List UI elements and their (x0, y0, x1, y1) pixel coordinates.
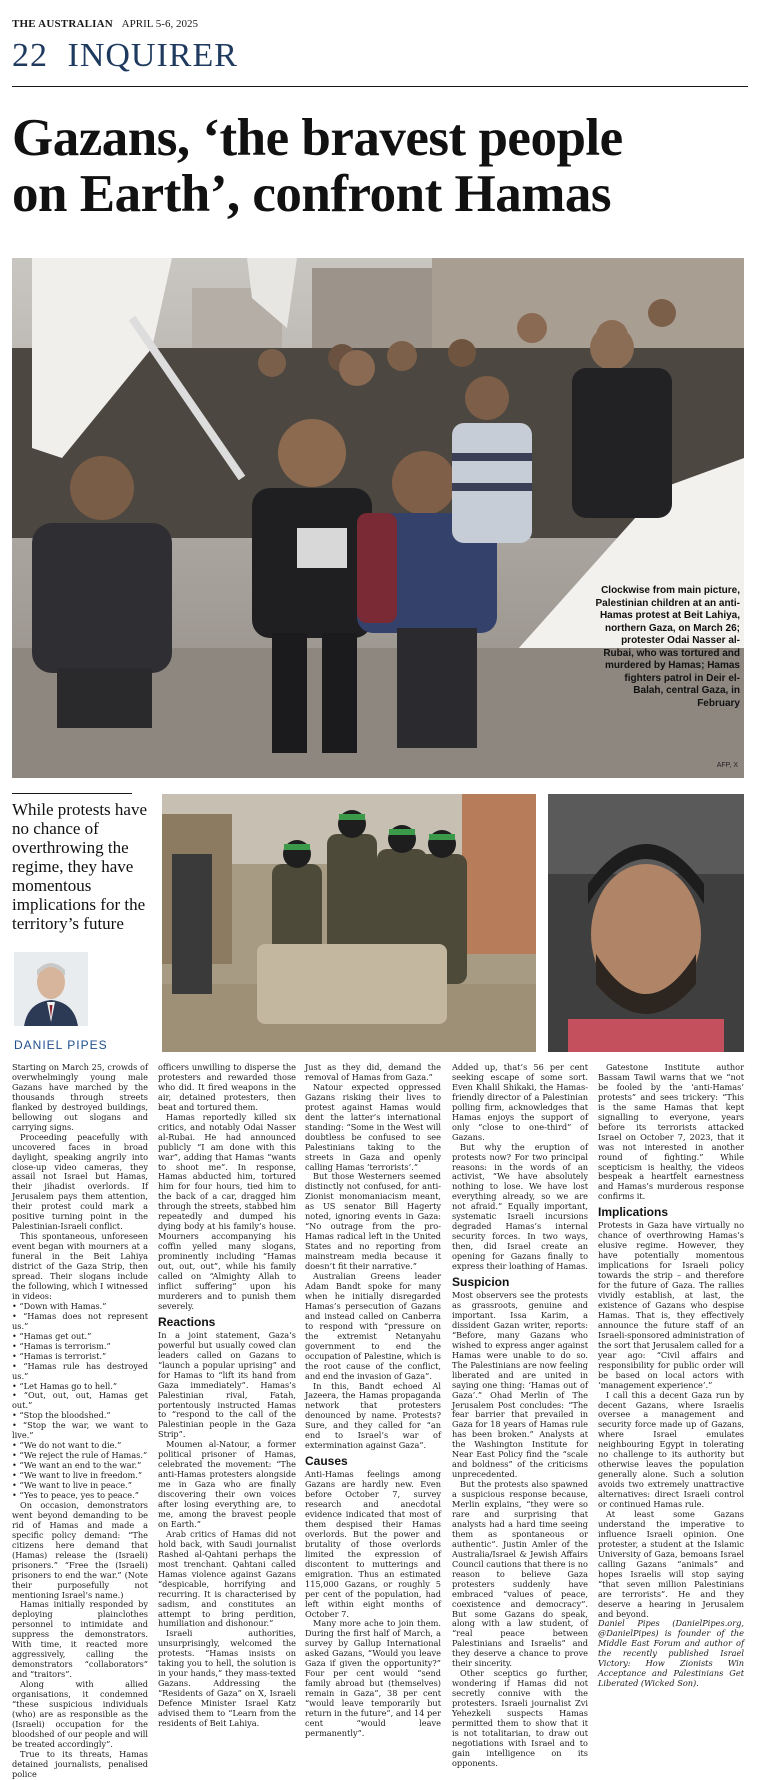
paragraph: But those Westerners seemed distinctly not confused, for anti-Zionist monomaniacism meant, as US senator Bill Hagerty noted, ignoring events in Gaza: “No outrage from the pro-Hamas radical left in the United States and no reporting from mainstream media because it doesn’t fit their narrative.” (305, 1171, 441, 1272)
slogan-item: • “Let Hamas go to hell.” (12, 1380, 118, 1391)
paragraph: officers unwilling to disperse the protesters and rewarded those who did. It fired weapons in the air, detained protesters, then beat and tortured them. (158, 1062, 296, 1112)
slogan-item: • “Out, out, out, Hamas get out.” (12, 1390, 148, 1411)
paragraph: But why the eruption of protests now? For two principal reasons: in the words of an activist, “We have absolutely nothing to lose. We have lost everything already, so we are not afraid.” Equally important, systematic Israeli incursions degraded Hamas’s internal security forces. In two ways, then, did Israel create an opening for Gazans finally to express their loathing of Hamas. (452, 1141, 588, 1272)
byline: DANIEL PIPES (14, 1038, 108, 1052)
slogan-item: • “We do not want to die.” (12, 1440, 122, 1451)
article-column-1 (12, 1063, 148, 1780)
paragraph: Along with allied organisations, it condemned “these suspicious individuals (who) are as responsible as the (Israeli) occupation for the bloodshed of our people and will be treated accordingly”. (12, 1679, 148, 1749)
slogan-item: • “We want to live in freedom.” (12, 1470, 143, 1481)
paragraph: Hamas reportedly killed six critics, and notably Odai Nasser al-Rubai. He had announced publicly “I am done with this war”, adding that Hamas “wants to shoot me”. In response, Hamas abducted him, tortured him for four hours, tied him to the back of a car, dragged him through the streets, stabbed him repeatedly and dumped his dying body at his family’s house. Mourners accompanying his coffin yelled many slogans, prominently including “Hamas out, out, out”, while his family called on “Almighty Allah to inflict suffering” upon his murderers and to punish them severely. (158, 1111, 296, 1311)
paragraph: In this, Bandt echoed Al Jazeera, the Hamas propaganda network that protesters denounced by name. Protests? Sure, and they called for “an end to Israel’s war of extermination against Gaza”. (305, 1380, 441, 1451)
slogan-item: • “Hamas rule has destroyed us.” (12, 1360, 148, 1381)
paragraph: Proceeding peacefully with uncovered faces in broad daylight, speaking angrily into close-up video cameras, they assail not Israel but Hamas, their jihadist overlords. If Jerusalem pays them attention, their protest could mark a positive turning point in the Palestinian-Israeli conflict. (12, 1131, 148, 1232)
paragraph: Starting on March 25, crowds of overwhelmingly young male Gazans have marched by the thousands through streets flanked by destroyed buildings, bellowing out slogans and carrying signs. (12, 1062, 148, 1132)
paragraph: I call this a decent Gaza run by decent Gazans, where Israelis oversee a management and security force made up of Gazans, where Israel emulates neighbouring Egypt in tolerating no challenge to its authority but otherwise leaves the population generally alone. Such a solution avoids two extremely unattractive alternatives: direct Israeli control or continued Hamas rule. (598, 1389, 744, 1510)
main-photo-caption: Clockwise from main picture, Palestinian children at an anti-Hamas protest at Beit Lahiya, northern Gaza, on March 26; protester Odai Nasser al-Rubai, who was tortured and murdered by Hamas; Hamas fighters patrol in Deir el-Balah, central Gaza, in February (595, 585, 740, 709)
subheading-causes: Causes (305, 1454, 348, 1469)
masthead (12, 18, 198, 30)
slogan-item: • “We want an end to the war.” (12, 1460, 142, 1471)
paragraph: Gatestone Institute author Bassam Tawil warns that we “not be fooled by the ‘anti-Hamas’ protests” and sees trickery: “This is the same Hamas that kept signalling to everyone, years before its terrorists attacked Israel on October 7, 2023, that it was not interested in another round of fighting.” While scepticism is healthy, the videos bespeak a heartfelt earnestness and Hamas’s murderous response confirms it. (598, 1062, 744, 1202)
paragraph: Anti-Hamas feelings among Gazans are hardly new. Even before October 7, survey research and anecdotal evidence indicated that most of them despised their Hamas overlords. But the power and brutality of those overlords limited the expression of discontent to mutterings and emigration. Thus an estimated 115,000 Gazans, or roughly 5 per cent of the population, had left within eight months of October 7. (305, 1469, 441, 1619)
article-column-2 (158, 1063, 296, 1729)
slogan-item: • “Yes to peace, yes to peace.” (12, 1489, 139, 1500)
paragraph: Moumen al-Natour, a former political prisoner of Hamas, celebrated the movement: “The anti-Hamas protesters alongside me in Gaza who are finally discovering their own voices after losing everything are, to me, among the bravest people on Earth.” (158, 1439, 296, 1529)
paragraph: Natour expected oppressed Gazans risking their lives to protest against Hamas would dent the latter’s international standing: “Some in the West will doubtless be confused to see Palestinians taking to the streets in Gaza and openly calling Hamas ‘terrorists’.” (305, 1081, 441, 1172)
header-rule (12, 86, 748, 87)
page-number: 22 (12, 37, 48, 74)
paragraph: Hamas initially responded by deploying plainclothes personnel to intimidate and suppress the demonstrators. With time, it reacted more aggressively, calling the demonstrators “collaborators” and “traitors”. (12, 1599, 148, 1680)
photo-hamas-fighters (162, 794, 536, 1052)
paragraph: Other sceptics go further, wondering if Hamas did not secretly connive with the protesters. Israeli journalist Zvi Yehezkeli suspects Hamas permitted them to show that it is not totalitarian, to draw out negotiations with Israel and to gain intelligence on its opponents. (452, 1668, 588, 1768)
slogan-item: • “Hamas is terrorist.” (12, 1350, 107, 1361)
headline (12, 110, 748, 222)
slogan-item: • “Hamas is terrorism.” (12, 1340, 111, 1351)
paragraph: Most observers see the protests as grassroots, genuine and important. Issa Karim, a dissident Gazan writer, reports: “Before, many Gazans who wished to express anger against Hamas were unable to do so. The Palestinians are now feeling liberated and are united in saying one thing: ‘Hamas out of Gaza’.” Ohad Merlin of The Jerusalem Post concludes: “The fear barrier that prevailed in Gaza for 18 years of Hamas rule has been broken.” Analysts at the Washington Institute for Near East Policy find the “scale and boldness” of the criticisms unprecedented. (452, 1290, 588, 1480)
headline-line-2: on Earth’, confront Hamas (12, 165, 611, 223)
paragraph: Just as they did, demand the removal of Hamas from Gaza.” (305, 1062, 441, 1082)
paragraph: True to its threats, Hamas detained journalists, penalised police (12, 1748, 148, 1779)
article-column-4 (452, 1063, 588, 1769)
author-headshot (14, 952, 88, 1026)
slogan-item: • “We reject the rule of Hamas.” (12, 1450, 148, 1461)
paragraph: But the protests also spawned a suspicious response because, Merlin explains, “they were so rare and surprising that analysts had a hard time seeing them as spontaneous or authentic”. Justin Amler of the Australia/Israel & Jewish Affairs Council cautions that there is no reason to believe Gaza protesters suddenly have embraced “values of peace, coexistence and democracy”. But some Gazans do speak, along with a law student, of “real peace between Palestinians and Israelis” and they deserve a chance to prove their sincerity. (452, 1479, 588, 1669)
paragraph: In a joint statement, Gaza’s powerful but usually cowed clan leaders called on Gazans to “launch a popular uprising” and for Hamas to “lift its hand from Gaza immediately”. Hamas’s Palestinian rival, Fatah, portentously instructed Hamas to “respond to the call of the Palestinian people in the Gaza Strip”. (158, 1329, 296, 1440)
paragraph: On occasion, demonstrators went beyond demanding to be rid of Hamas and made a specific policy demand: “The citizens here demand that (Hamas) release the (Israeli) prisoners.” “Free the (Israeli) prisoners to end the war.” (Note their purposefully not mentioning Israel’s name.) (12, 1499, 148, 1600)
slogan-item: • “Down with Hamas.” (12, 1300, 107, 1311)
slogan-item: • “Hamas does not represent us.” (12, 1310, 148, 1331)
paragraph: Protests in Gaza have virtually no chance of overthrowing Hamas’s elusive regime. However, they have potentially momentous implications for Israeli policy towards the strip – and therefore for the future of Gaza. The rallies vividly establish, at last, the existence of Gazans who despise Hamas. That is, they effectively announce the future staff of an Israeli-sponsored administration of the sort that Jerusalem called for a year ago: “Civil affairs and responsibility for public order will be based on local actors with ‘management experience’.” (598, 1220, 744, 1390)
paragraph: This spontaneous, unforeseen event began with mourners at a funeral in the Beit Lahiya district of the Gaza Strip, then spread. Their slogans include the following, which I witnessed in videos: (12, 1231, 148, 1301)
standfirst-rule (12, 793, 132, 794)
paragraph: Added up, that’s 56 per cent seeking escape of some sort. Even Khalil Shikaki, the Hamas-friendly director of a Palestinian polling firm, acknowledges that Hamas enjoys the support of only “close to one-third” of Gazans. (452, 1062, 588, 1142)
section-name: INQUIRER (67, 37, 238, 74)
slogan-item: • “Stop the bloodshed.” (12, 1410, 111, 1421)
author-bio: Daniel Pipes (DanielPipes.org, @DanielPipes) is founder of the Middle East Forum and author of the recently published Israel Victory: How Zionists Win Acceptance and Palestinians Get Liberated (Wicked Son). (598, 1618, 744, 1689)
paragraph: Australian Greens leader Adam Bandt spoke for many when he initially disregarded Hamas’s persecution of Gazans and instead called on Canberra to respond with “pressure on the extremist Netanyahu government to end the occupation of Palestine, which is the root cause of the conflict, and end the invasion of Gaza”. (305, 1271, 441, 1381)
article-column-5 (598, 1063, 744, 1689)
standfirst: While protests have no chance of overthrowing the regime, they have momentous implications for the territory’s future (12, 800, 148, 933)
headline-line-1: Gazans, ‘the bravest people (12, 109, 623, 167)
slogan-item: • “Hamas get out.” (12, 1330, 92, 1341)
paragraph: Many more ache to join them. During the first half of March, a survey by Gallup International asked Gazans, “Would you leave Gaza if given the opportunity?” Four per cent would “send family abroad but (themselves) remain in Gaza”, 38 per cent “would leave temporarily but return in the future”, and 14 per cent “would leave permanently”. (305, 1618, 441, 1738)
slogan-item: • “Stop the war, we want to live.” (12, 1420, 148, 1441)
issue-date: APRIL 5-6, 2025 (121, 18, 198, 30)
photo-credit: AFP, X (716, 762, 738, 769)
subheading-suspicion: Suspicion (452, 1275, 510, 1290)
paragraph: Arab critics of Hamas did not hold back, with Saudi journalist Rashed al-Qahtani perhaps the most trenchant. Qahtani called Hamas violence against Gazans “despicable, horrifying and recurring. It is characterised by sadism, and constitutes an attempt to bring perdition, humiliation and dishonour.” (158, 1528, 296, 1629)
article-column-3 (305, 1063, 441, 1739)
slogan-item: • “We want to live in peace.” (12, 1480, 132, 1491)
photo-odai-nasser-al-rubai (548, 794, 744, 1052)
paragraph: Israeli authorities, unsurprisingly, welcomed the protests. “Hamas insists on taking you to hell, the solution is in your hands,” they mass-texted Gazans. Addressing the “Residents of Gaza” on X, Israeli Defence Minister Israel Katz advised them to “Learn from the residents of Beit Lahiya. (158, 1628, 296, 1728)
slogan-list (12, 1302, 148, 1501)
subheading-reactions: Reactions (158, 1314, 216, 1329)
section-header (12, 36, 238, 76)
subheading-implications: Implications (598, 1205, 669, 1220)
paragraph: At least some Gazans understand the imperative to influence Israeli opinion. One protester, a student at the Islamic University of Gaza, bemoans Israel calling Gazans “animals” and hopes Israelis will stop saying “that seven million Palestinians are terrorists”. He and they deserve a hearing in Jerusalem and beyond. (598, 1508, 744, 1619)
paper-name: THE AUSTRALIAN (12, 18, 113, 30)
